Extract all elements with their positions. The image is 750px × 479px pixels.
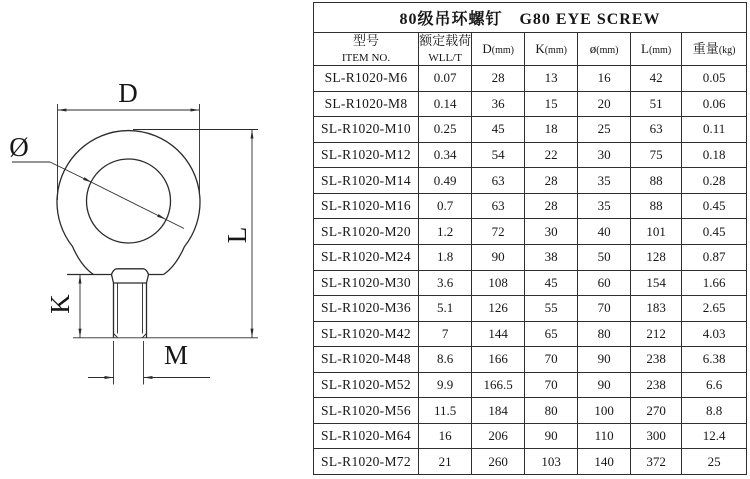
col-header-wll-zh: 额定载荷	[419, 33, 472, 49]
value-cell: 2.65	[682, 296, 747, 322]
value-cell: 70	[578, 296, 630, 322]
value-cell: 0.49	[418, 168, 471, 194]
value-cell: 88	[630, 193, 681, 219]
dim-label-K: K	[45, 294, 75, 314]
dimension-D	[58, 78, 200, 200]
value-cell: 80	[578, 321, 630, 347]
value-cell: 0.07	[418, 66, 471, 92]
value-cell: 4.03	[682, 321, 747, 347]
value-cell: 51	[630, 91, 681, 117]
table-row	[314, 219, 747, 245]
item-no-cell: SL-R1020-M6	[314, 66, 419, 92]
value-cell: 70	[524, 347, 577, 373]
value-cell: 75	[630, 142, 681, 168]
item-no-cell: SL-R1020-M14	[314, 168, 419, 194]
value-cell: 108	[472, 270, 524, 296]
dimension-diameter	[9, 132, 184, 229]
value-cell: 28	[524, 168, 577, 194]
value-cell: 0.87	[682, 244, 747, 270]
value-cell: 25	[682, 449, 747, 475]
value-cell: 25	[578, 117, 630, 143]
value-cell: 1.8	[418, 244, 471, 270]
value-cell: 90	[578, 347, 630, 373]
value-cell: 70	[524, 372, 577, 398]
value-cell: 88	[630, 168, 681, 194]
col-header-item-no-en: ITEM NO.	[341, 51, 391, 64]
value-cell: 0.45	[682, 193, 747, 219]
value-cell: 42	[630, 66, 681, 92]
eye-screw-diagram	[0, 0, 313, 479]
value-cell: 7	[418, 321, 471, 347]
value-cell: 184	[472, 398, 524, 424]
col-header-weight: 重量(kg)	[682, 33, 747, 66]
value-cell: 1.2	[418, 219, 471, 245]
value-cell: 15	[524, 91, 577, 117]
value-cell: 372	[630, 449, 681, 475]
value-cell: 65	[524, 321, 577, 347]
item-no-cell: SL-R1020-M10	[314, 117, 419, 143]
value-cell: 90	[472, 244, 524, 270]
item-no-cell: SL-R1020-M64	[314, 423, 419, 449]
value-cell: 3.6	[418, 270, 471, 296]
diagram-svg	[0, 0, 313, 479]
value-cell: 0.18	[682, 142, 747, 168]
threaded-shank	[114, 283, 147, 338]
value-cell: 38	[524, 244, 577, 270]
table-row	[314, 66, 747, 92]
value-cell: 0.25	[418, 117, 471, 143]
table-row	[314, 347, 747, 373]
table-row	[314, 449, 747, 475]
value-cell: 154	[630, 270, 681, 296]
value-cell: 183	[630, 296, 681, 322]
item-no-cell: SL-R1020-M52	[314, 372, 419, 398]
value-cell: 80	[524, 398, 577, 424]
item-no-cell: SL-R1020-M12	[314, 142, 419, 168]
value-cell: 0.05	[682, 66, 747, 92]
item-no-cell: SL-R1020-M24	[314, 244, 419, 270]
value-cell: 63	[472, 193, 524, 219]
value-cell: 103	[524, 449, 577, 475]
dimension-M	[88, 340, 210, 385]
value-cell: 63	[630, 117, 681, 143]
value-cell: 128	[630, 244, 681, 270]
item-no-cell: SL-R1020-M48	[314, 347, 419, 373]
item-no-cell: SL-R1020-M72	[314, 449, 419, 475]
value-cell: 270	[630, 398, 681, 424]
dim-label-M: M	[163, 340, 189, 370]
table-row	[314, 423, 747, 449]
value-cell: 1.66	[682, 270, 747, 296]
value-cell: 166.5	[472, 372, 524, 398]
value-cell: 6.6	[682, 372, 747, 398]
item-no-cell: SL-R1020-M56	[314, 398, 419, 424]
eye-ring-outline	[57, 131, 200, 275]
table-row	[314, 321, 747, 347]
col-header-wll-en: WLL/T	[428, 51, 462, 64]
table-row	[314, 193, 747, 219]
value-cell: 0.11	[682, 117, 747, 143]
col-header-item-no	[314, 33, 419, 66]
value-cell: 0.28	[682, 168, 747, 194]
value-cell: 238	[630, 347, 681, 373]
dimension-K	[45, 275, 80, 338]
value-cell: 72	[472, 219, 524, 245]
value-cell: 212	[630, 321, 681, 347]
value-cell: 166	[472, 347, 524, 373]
value-cell: 144	[472, 321, 524, 347]
table-row	[314, 296, 747, 322]
value-cell: 110	[578, 423, 630, 449]
value-cell: 45	[472, 117, 524, 143]
spec-table	[313, 2, 747, 475]
value-cell: 126	[472, 296, 524, 322]
value-cell: 11.5	[418, 398, 471, 424]
table-row	[314, 91, 747, 117]
table-body	[314, 66, 747, 475]
col-header-K: K(mm)	[524, 33, 577, 66]
value-cell: 90	[578, 372, 630, 398]
table-row	[314, 372, 747, 398]
table-row	[314, 398, 747, 424]
value-cell: 0.34	[418, 142, 471, 168]
item-no-cell: SL-R1020-M20	[314, 219, 419, 245]
table-row	[314, 168, 747, 194]
value-cell: 6.38	[682, 347, 747, 373]
item-no-cell: SL-R1020-M42	[314, 321, 419, 347]
dimension-L	[133, 130, 258, 338]
item-no-cell: SL-R1020-M16	[314, 193, 419, 219]
value-cell: 0.14	[418, 91, 471, 117]
item-no-cell: SL-R1020-M30	[314, 270, 419, 296]
collar	[112, 269, 149, 283]
value-cell: 55	[524, 296, 577, 322]
value-cell: 300	[630, 423, 681, 449]
table-row	[314, 117, 747, 143]
value-cell: 16	[418, 423, 471, 449]
value-cell: 9.9	[418, 372, 471, 398]
value-cell: 8.6	[418, 347, 471, 373]
dim-label-L: L	[222, 226, 252, 244]
value-cell: 45	[524, 270, 577, 296]
value-cell: 8.8	[682, 398, 747, 424]
value-cell: 13	[524, 66, 577, 92]
item-no-cell: SL-R1020-M8	[314, 91, 419, 117]
value-cell: 22	[524, 142, 577, 168]
value-cell: 54	[472, 142, 524, 168]
value-cell: 100	[578, 398, 630, 424]
col-header-diameter: ø(mm)	[578, 33, 630, 66]
dim-label-D: D	[118, 78, 138, 108]
value-cell: 238	[630, 372, 681, 398]
table-row	[314, 244, 747, 270]
table-title: 80级吊环螺钉 G80 EYE SCREW	[314, 3, 747, 33]
value-cell: 28	[524, 193, 577, 219]
col-header-item-no-zh: 型号	[352, 33, 379, 49]
value-cell: 260	[472, 449, 524, 475]
value-cell: 12.4	[682, 423, 747, 449]
table-row	[314, 270, 747, 296]
value-cell: 30	[578, 142, 630, 168]
value-cell: 140	[578, 449, 630, 475]
value-cell: 16	[578, 66, 630, 92]
value-cell: 101	[630, 219, 681, 245]
value-cell: 0.06	[682, 91, 747, 117]
value-cell: 21	[418, 449, 471, 475]
value-cell: 28	[472, 66, 524, 92]
value-cell: 36	[472, 91, 524, 117]
value-cell: 35	[578, 193, 630, 219]
value-cell: 50	[578, 244, 630, 270]
col-header-D: D(mm)	[472, 33, 524, 66]
value-cell: 40	[578, 219, 630, 245]
table-row	[314, 142, 747, 168]
value-cell: 0.7	[418, 193, 471, 219]
item-no-cell: SL-R1020-M36	[314, 296, 419, 322]
value-cell: 90	[524, 423, 577, 449]
value-cell: 63	[472, 168, 524, 194]
value-cell: 35	[578, 168, 630, 194]
value-cell: 5.1	[418, 296, 471, 322]
value-cell: 18	[524, 117, 577, 143]
value-cell: 20	[578, 91, 630, 117]
value-cell: 206	[472, 423, 524, 449]
value-cell: 60	[578, 270, 630, 296]
dim-label-diameter: Ø	[9, 132, 29, 162]
col-header-wll	[418, 33, 471, 66]
col-header-L: L(mm)	[630, 33, 681, 66]
value-cell: 0.45	[682, 219, 747, 245]
value-cell: 30	[524, 219, 577, 245]
